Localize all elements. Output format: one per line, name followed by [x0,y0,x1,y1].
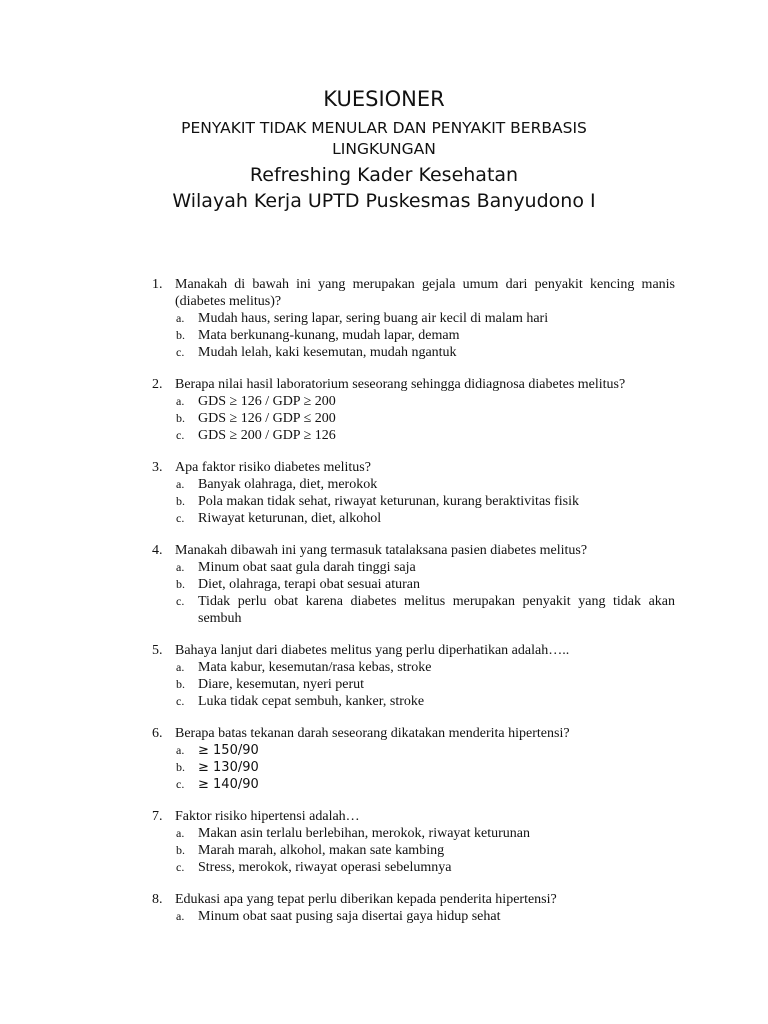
option-letter: a. [176,477,185,491]
option-c [0,776,768,793]
question-2 [0,376,768,444]
option-a [0,825,768,842]
option-text: Mata berkunang-kunang, mudah lapar, demam [198,328,460,343]
option-c [0,510,768,527]
option-letter: b. [176,677,185,691]
option-text: GDS ≥ 200 / GDP ≥ 126 [198,428,336,443]
option-a [0,310,768,327]
option-a [0,742,768,759]
option-c [0,427,768,444]
question-text: Manakah di bawah ini yang merupakan gejala umum dari penyakit kencing manis (diabetes melitus)? [175,277,675,309]
option-c [0,344,768,361]
option-text: ≥ 140/90 [198,777,259,792]
option-letter: a. [176,660,185,674]
subtitle-line-2: LINGKUNGAN [332,140,436,158]
option-letter: b. [176,843,185,857]
option-text: Makan asin terlalu berlebihan, merokok, riwayat keturunan [198,826,530,841]
question-list [0,276,768,940]
option-b [0,410,768,427]
question-3 [0,459,768,527]
question-number: 5. [152,643,163,658]
option-text: Mata kabur, kesemutan/rasa kebas, stroke [198,660,432,675]
option-c [0,593,768,627]
option-letter: a. [176,311,185,325]
option-a [0,559,768,576]
option-b [0,576,768,593]
option-b [0,327,768,344]
question-number: 6. [152,726,163,741]
option-text: Riwayat keturunan, diet, alkohol [198,511,382,526]
option-letter: a. [176,560,185,574]
option-c [0,693,768,710]
question-5 [0,642,768,710]
option-a [0,659,768,676]
option-text: Tidak perlu obat karena diabetes melitus merupakan penyakit yang tidak akan sembuh [198,594,675,626]
question-text: Berapa nilai hasil laboratorium seseorang sehingga didiagnosa diabetes melitus? [175,377,626,392]
option-letter: b. [176,494,185,508]
option-letter: b. [176,577,185,591]
option-a [0,393,768,410]
option-text: Diare, kesemutan, nyeri perut [198,677,364,692]
option-letter: c. [176,428,185,442]
option-text: Luka tidak cepat sembuh, kanker, stroke [198,694,425,709]
option-c [0,859,768,876]
option-text: Diet, olahraga, terapi obat sesuai aturan [198,577,420,592]
question-text: Edukasi apa yang tepat perlu diberikan kepada penderita hipertensi? [175,892,557,907]
question-8 [0,891,768,925]
event-title: Refreshing Kader Kesehatan [249,164,519,186]
option-text: Mudah haus, sering lapar, sering buang air kecil di malam hari [198,311,549,326]
question-1 [0,276,768,361]
location-title: Wilayah Kerja UPTD Puskesmas Banyudono I [172,190,596,212]
option-text: ≥ 130/90 [198,760,259,775]
question-number: 1. [152,277,163,292]
option-text: Minum obat saat gula darah tinggi saja [198,560,416,575]
option-a [0,908,768,925]
option-b [0,759,768,776]
option-text: ≥ 150/90 [198,743,259,758]
option-letter: a. [176,743,185,757]
option-letter: a. [176,909,185,923]
option-a [0,476,768,493]
option-letter: c. [176,777,185,791]
question-text: Berapa batas tekanan darah seseorang dikatakan menderita hipertensi? [175,726,570,741]
option-letter: b. [176,411,185,425]
option-text: GDS ≥ 126 / GDP ≥ 200 [198,394,336,409]
option-b [0,493,768,510]
option-letter: c. [176,694,185,708]
question-text: Faktor risiko hipertensi adalah… [175,809,360,824]
option-letter: c. [176,511,185,525]
option-b [0,842,768,859]
question-7 [0,808,768,876]
option-b [0,676,768,693]
question-number: 2. [152,377,163,392]
option-letter: b. [176,328,185,342]
option-text: Marah marah, alkohol, makan sate kambing [198,843,445,858]
question-text: Apa faktor risiko diabetes melitus? [175,460,371,475]
option-text: GDS ≥ 126 / GDP ≤ 200 [198,411,336,426]
document-title: KUESIONER [323,87,445,111]
question-text: Bahaya lanjut dari diabetes melitus yang perlu diperhatikan adalah….. [175,643,570,658]
option-text: Minum obat saat pusing saja disertai gaya hidup sehat [198,909,501,924]
question-number: 4. [152,543,163,558]
option-text: Mudah lelah, kaki kesemutan, mudah ngantuk [198,345,457,360]
question-number: 8. [152,892,163,907]
option-letter: a. [176,826,185,840]
question-text: Manakah dibawah ini yang termasuk tatalaksana pasien diabetes melitus? [175,543,588,558]
option-letter: a. [176,394,185,408]
question-6 [0,725,768,793]
question-4 [0,542,768,627]
option-text: Stress, merokok, riwayat operasi sebelumnya [198,860,452,875]
question-number: 7. [152,809,163,824]
question-number: 3. [152,460,163,475]
subtitle-line-1: PENYAKIT TIDAK MENULAR DAN PENYAKIT BERBASIS [181,119,587,137]
option-letter: c. [176,594,185,608]
option-letter: c. [176,860,185,874]
document-header [0,86,768,214]
option-text: Pola makan tidak sehat, riwayat keturunan, kurang beraktivitas fisik [198,494,580,509]
option-letter: c. [176,345,185,359]
option-text: Banyak olahraga, diet, merokok [198,477,378,492]
option-letter: b. [176,760,185,774]
